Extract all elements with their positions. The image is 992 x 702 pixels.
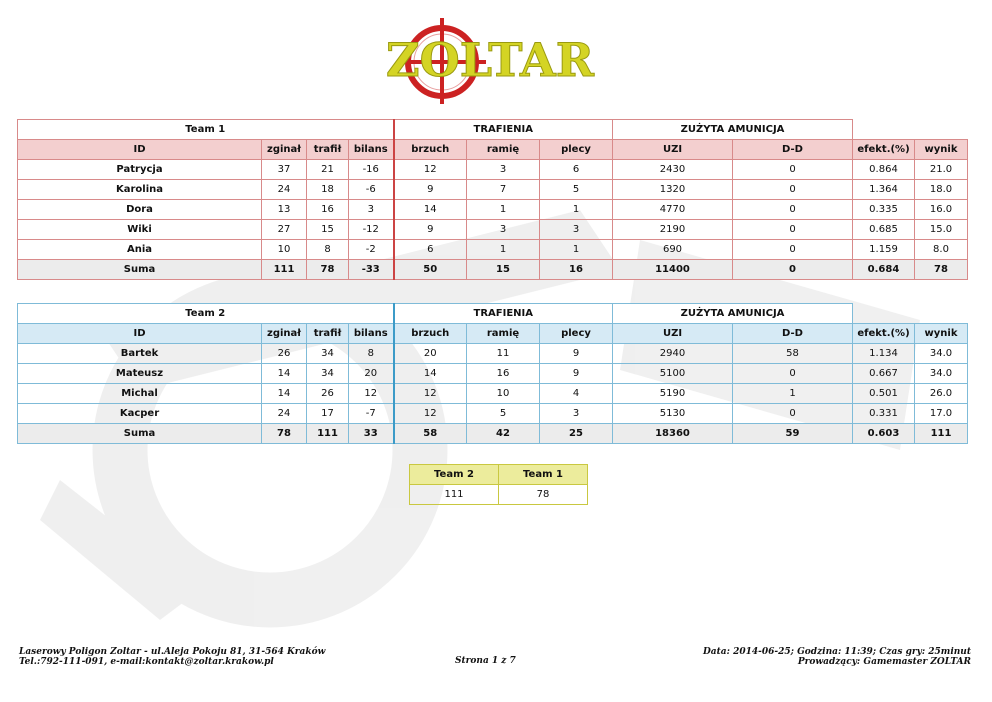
cell-plecy: 5 <box>540 180 613 200</box>
player-row <box>18 180 968 200</box>
cell-wynik: 8.0 <box>915 240 968 260</box>
col-header: wynik <box>915 324 968 344</box>
cell-brzuch: 6 <box>394 240 467 260</box>
hits-group-header: TRAFIENIA <box>394 304 613 324</box>
cell-UZI: 2430 <box>613 160 733 180</box>
cell-trafił: 111 <box>307 424 349 444</box>
cell-ramię: 1 <box>467 240 540 260</box>
cell-efekt.(%): 1.159 <box>853 240 915 260</box>
cell-brzuch: 20 <box>394 344 467 364</box>
zoltar-logo <box>370 18 610 104</box>
col-header: D-D <box>733 140 853 160</box>
team1-table <box>17 119 968 280</box>
col-header: plecy <box>540 140 613 160</box>
cell-brzuch: 12 <box>394 404 467 424</box>
cell-trafił: 8 <box>307 240 349 260</box>
cell-bilans: -16 <box>349 160 394 180</box>
address-line: Laserowy Poligon Zoltar - ul.Aleja Pokoju 81, 31-564 Kraków <box>19 647 326 657</box>
column-header-row <box>18 324 968 344</box>
cell-efekt.(%): 1.134 <box>853 344 915 364</box>
cell-D-D: 0 <box>733 180 853 200</box>
cell-efekt.(%): 0.667 <box>853 364 915 384</box>
team-name: Team 1 <box>18 120 394 140</box>
cell-brzuch: 9 <box>394 220 467 240</box>
col-header: zginał <box>262 140 307 160</box>
cell-efekt.(%): 0.864 <box>853 160 915 180</box>
cell-wynik: 34.0 <box>915 364 968 384</box>
cell-ramię: 3 <box>467 160 540 180</box>
cell-zginał: 27 <box>262 220 307 240</box>
col-header: trafił <box>307 140 349 160</box>
cell-wynik: 34.0 <box>915 344 968 364</box>
cell-zginał: 14 <box>262 364 307 384</box>
team2-rows <box>18 344 968 444</box>
cell-D-D: 0 <box>733 404 853 424</box>
cell-trafił: 16 <box>307 200 349 220</box>
footer-right <box>703 647 971 667</box>
footer-left <box>19 647 325 667</box>
cell-ramię: 5 <box>467 404 540 424</box>
cell-UZI: 5100 <box>613 364 733 384</box>
ammo-group-header: ZUŻYTA AMUNICJA <box>613 120 853 140</box>
cell-bilans: -6 <box>349 180 394 200</box>
player-name: Mateusz <box>18 364 262 384</box>
col-header: efekt.(%) <box>853 140 915 160</box>
cell-trafił: 18 <box>307 180 349 200</box>
cell-plecy: 3 <box>540 220 613 240</box>
score-value: 111 <box>410 485 499 505</box>
col-header: efekt.(%) <box>853 324 915 344</box>
col-header: brzuch <box>394 324 467 344</box>
player-name: Wiki <box>18 220 262 240</box>
cell-bilans: 33 <box>349 424 394 444</box>
cell-UZI: 690 <box>613 240 733 260</box>
cell-ramię: 10 <box>467 384 540 404</box>
cell-plecy: 3 <box>540 404 613 424</box>
cell-efekt.(%): 0.335 <box>853 200 915 220</box>
cell-D-D: 0 <box>733 160 853 180</box>
score-value: 78 <box>499 485 588 505</box>
cell-brzuch: 12 <box>394 384 467 404</box>
cell-wynik: 15.0 <box>915 220 968 240</box>
cell-plecy: 4 <box>540 384 613 404</box>
col-header: plecy <box>540 324 613 344</box>
cell-wynik: 16.0 <box>915 200 968 220</box>
cell-ramię: 11 <box>467 344 540 364</box>
cell-bilans: 20 <box>349 364 394 384</box>
player-row <box>18 404 968 424</box>
player-row <box>18 200 968 220</box>
cell-bilans: -7 <box>349 404 394 424</box>
cell-ramię: 3 <box>467 220 540 240</box>
player-row <box>18 220 968 240</box>
cell-D-D: 0 <box>733 200 853 220</box>
column-header-row <box>18 140 968 160</box>
cell-UZI: 2190 <box>613 220 733 240</box>
ammo-group-header: ZUŻYTA AMUNICJA <box>613 304 853 324</box>
player-name: Karolina <box>18 180 262 200</box>
cell-efekt.(%): 0.684 <box>853 260 915 280</box>
cell-trafił: 34 <box>307 344 349 364</box>
score-header: Team 1 <box>499 465 588 485</box>
col-header: brzuch <box>394 140 467 160</box>
cell-zginał: 78 <box>262 424 307 444</box>
score-summary-table <box>409 464 588 505</box>
team-name: Team 2 <box>18 304 394 324</box>
cell-brzuch: 50 <box>394 260 467 280</box>
cell-UZI: 1320 <box>613 180 733 200</box>
logo-text: ZOLTAR <box>386 33 594 87</box>
col-header: ID <box>18 324 262 344</box>
player-name: Ania <box>18 240 262 260</box>
cell-efekt.(%): 0.603 <box>853 424 915 444</box>
page-number-text: Strona 1 z 7 <box>455 656 516 666</box>
cell-D-D: 58 <box>733 344 853 364</box>
cell-plecy: 25 <box>540 424 613 444</box>
cell-UZI: 5130 <box>613 404 733 424</box>
cell-wynik: 21.0 <box>915 160 968 180</box>
col-header: zginał <box>262 324 307 344</box>
cell-zginał: 14 <box>262 384 307 404</box>
cell-trafił: 34 <box>307 364 349 384</box>
cell-trafił: 17 <box>307 404 349 424</box>
cell-D-D: 1 <box>733 384 853 404</box>
cell-D-D: 0 <box>733 240 853 260</box>
sum-row <box>18 260 968 280</box>
cell-D-D: 0 <box>733 220 853 240</box>
cell-trafił: 15 <box>307 220 349 240</box>
cell-plecy: 16 <box>540 260 613 280</box>
player-name: Michal <box>18 384 262 404</box>
cell-ramię: 42 <box>467 424 540 444</box>
col-header: trafił <box>307 324 349 344</box>
sum-row <box>18 424 968 444</box>
page-number <box>455 656 516 666</box>
cell-plecy: 6 <box>540 160 613 180</box>
cell-UZI: 18360 <box>613 424 733 444</box>
col-header: UZI <box>613 140 733 160</box>
team1-rows <box>18 160 968 280</box>
cell-wynik: 111 <box>915 424 968 444</box>
cell-bilans: 8 <box>349 344 394 364</box>
cell-trafił: 78 <box>307 260 349 280</box>
cell-ramię: 1 <box>467 200 540 220</box>
cell-ramię: 15 <box>467 260 540 280</box>
col-header: ramię <box>467 140 540 160</box>
cell-trafił: 26 <box>307 384 349 404</box>
player-row <box>18 344 968 364</box>
cell-efekt.(%): 1.364 <box>853 180 915 200</box>
cell-bilans: -33 <box>349 260 394 280</box>
player-name: Suma <box>18 424 262 444</box>
cell-D-D: 59 <box>733 424 853 444</box>
col-header: wynik <box>915 140 968 160</box>
cell-zginał: 26 <box>262 344 307 364</box>
cell-D-D: 0 <box>733 260 853 280</box>
col-header: ramię <box>467 324 540 344</box>
cell-bilans: 12 <box>349 384 394 404</box>
col-header: bilans <box>349 324 394 344</box>
cell-UZI: 4770 <box>613 200 733 220</box>
cell-D-D: 0 <box>733 364 853 384</box>
cell-wynik: 78 <box>915 260 968 280</box>
score-header: Team 2 <box>410 465 499 485</box>
cell-brzuch: 12 <box>394 160 467 180</box>
col-header: bilans <box>349 140 394 160</box>
player-row <box>18 384 968 404</box>
player-row <box>18 364 968 384</box>
player-name: Kacper <box>18 404 262 424</box>
cell-zginał: 111 <box>262 260 307 280</box>
cell-UZI: 5190 <box>613 384 733 404</box>
cell-UZI: 11400 <box>613 260 733 280</box>
cell-bilans: -12 <box>349 220 394 240</box>
cell-brzuch: 14 <box>394 200 467 220</box>
cell-trafił: 21 <box>307 160 349 180</box>
cell-plecy: 1 <box>540 200 613 220</box>
cell-ramię: 16 <box>467 364 540 384</box>
cell-zginał: 10 <box>262 240 307 260</box>
player-row <box>18 160 968 180</box>
player-name: Dora <box>18 200 262 220</box>
cell-wynik: 17.0 <box>915 404 968 424</box>
cell-plecy: 1 <box>540 240 613 260</box>
player-name: Bartek <box>18 344 262 364</box>
operator-line: Prowadzący: Gamemaster ZOLTAR <box>797 657 971 667</box>
cell-zginał: 24 <box>262 180 307 200</box>
cell-wynik: 26.0 <box>915 384 968 404</box>
col-header: ID <box>18 140 262 160</box>
cell-bilans: -2 <box>349 240 394 260</box>
cell-ramię: 7 <box>467 180 540 200</box>
cell-efekt.(%): 0.501 <box>853 384 915 404</box>
cell-brzuch: 9 <box>394 180 467 200</box>
col-header: UZI <box>613 324 733 344</box>
cell-zginał: 37 <box>262 160 307 180</box>
contact-line: Tel.:792-111-091, e-mail:kontakt@zoltar.krakow.pl <box>19 657 274 667</box>
cell-brzuch: 14 <box>394 364 467 384</box>
cell-UZI: 2940 <box>613 344 733 364</box>
player-row <box>18 240 968 260</box>
cell-zginał: 24 <box>262 404 307 424</box>
cell-plecy: 9 <box>540 364 613 384</box>
cell-brzuch: 58 <box>394 424 467 444</box>
cell-zginał: 13 <box>262 200 307 220</box>
player-name: Suma <box>18 260 262 280</box>
cell-wynik: 18.0 <box>915 180 968 200</box>
cell-plecy: 9 <box>540 344 613 364</box>
cell-efekt.(%): 0.331 <box>853 404 915 424</box>
col-header: D-D <box>733 324 853 344</box>
hits-group-header: TRAFIENIA <box>394 120 613 140</box>
date-line: Data: 2014-06-25; Godzina: 11:39; Czas gry: 25minut <box>702 647 971 657</box>
cell-bilans: 3 <box>349 200 394 220</box>
team2-table <box>17 303 968 444</box>
cell-efekt.(%): 0.685 <box>853 220 915 240</box>
player-name: Patrycja <box>18 160 262 180</box>
